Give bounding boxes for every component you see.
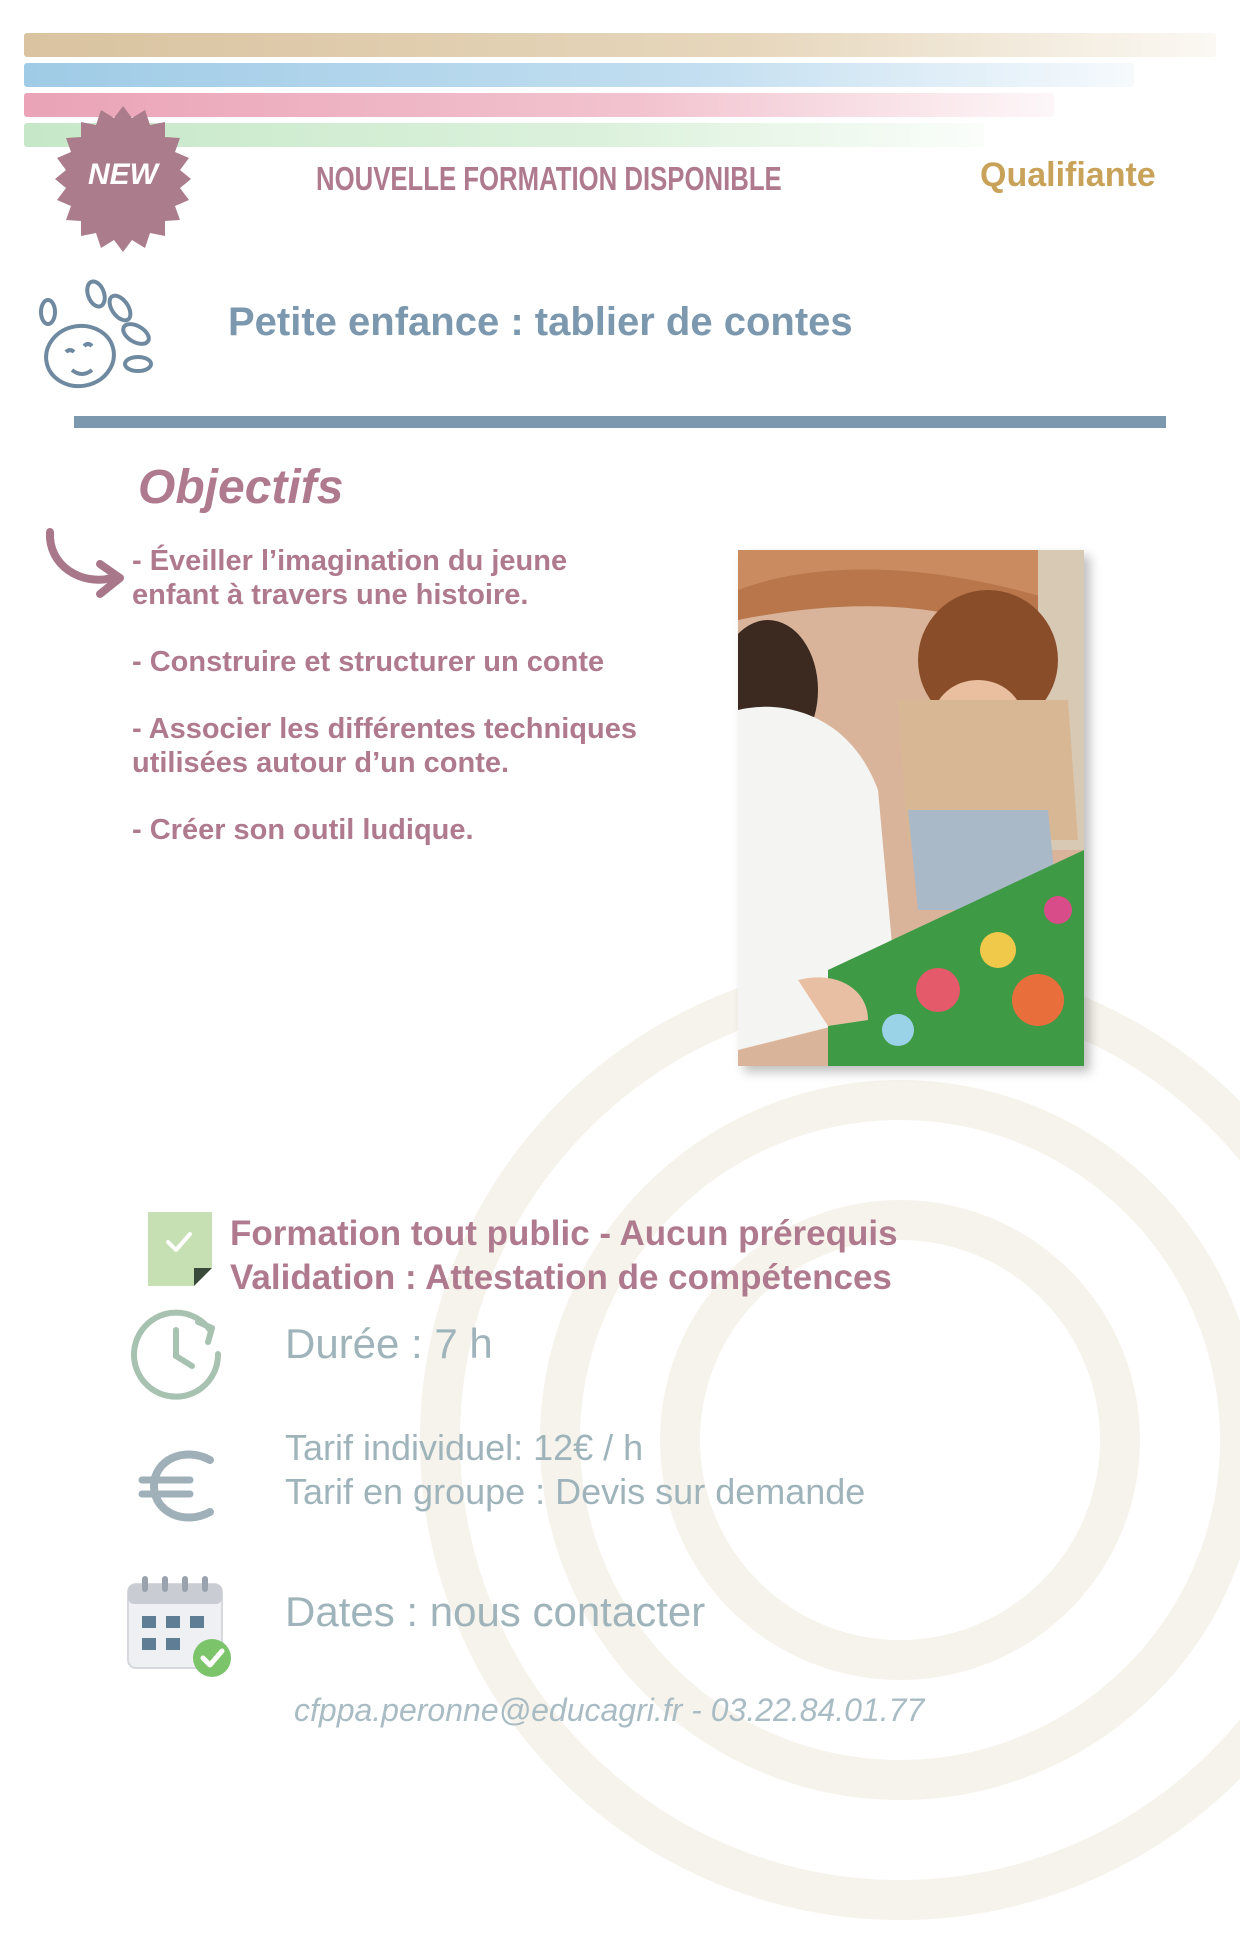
qualification-tag: Qualifiante xyxy=(980,156,1156,194)
objectives-list xyxy=(132,544,652,880)
objective-item: - Construire et structurer un conte xyxy=(132,646,605,678)
decor-stripe-gold xyxy=(24,33,1216,57)
group-price: Tarif en groupe : Devis sur demande xyxy=(285,1471,866,1512)
baby-hand-icon xyxy=(36,278,166,408)
individual-price: Tarif individuel: 12€ / h xyxy=(285,1427,644,1468)
objective-item: - Associer les différentes techniques utilisées autour d’un conte. xyxy=(132,713,637,779)
checklist-icon xyxy=(148,1212,212,1286)
validation-text: Validation : Attestation de compétences xyxy=(230,1258,892,1297)
objective-item: - Éveiller l’imagination du jeune enfant à travers une histoire. xyxy=(132,545,568,611)
title-divider xyxy=(74,416,1166,428)
calendar-check-icon xyxy=(126,1574,234,1678)
euro-icon xyxy=(138,1446,222,1526)
decor-stripe-blue xyxy=(24,63,1134,87)
curved-arrow-icon xyxy=(42,526,132,606)
mother-child-reading-photo xyxy=(738,550,1084,1066)
public-and-validation xyxy=(230,1212,898,1300)
dates-text: Dates : nous contacter xyxy=(285,1588,706,1635)
course-title: Petite enfance : tablier de contes xyxy=(228,300,853,344)
objectives-heading: Objectifs xyxy=(138,461,344,514)
pricing-block xyxy=(285,1426,865,1514)
duration-text: Durée : 7 h xyxy=(285,1320,493,1367)
public-text: Formation tout public - Aucun prérequis xyxy=(230,1214,898,1253)
objective-item: - Créer son outil ludique. xyxy=(132,814,474,846)
clock-icon xyxy=(130,1306,226,1402)
new-badge-label: NEW xyxy=(88,158,158,191)
contact-line[interactable]: cfppa.peronne@educagri.fr - 03.22.84.01.77 xyxy=(294,1692,925,1728)
header-title: NOUVELLE FORMATION DISPONIBLE xyxy=(316,160,782,197)
